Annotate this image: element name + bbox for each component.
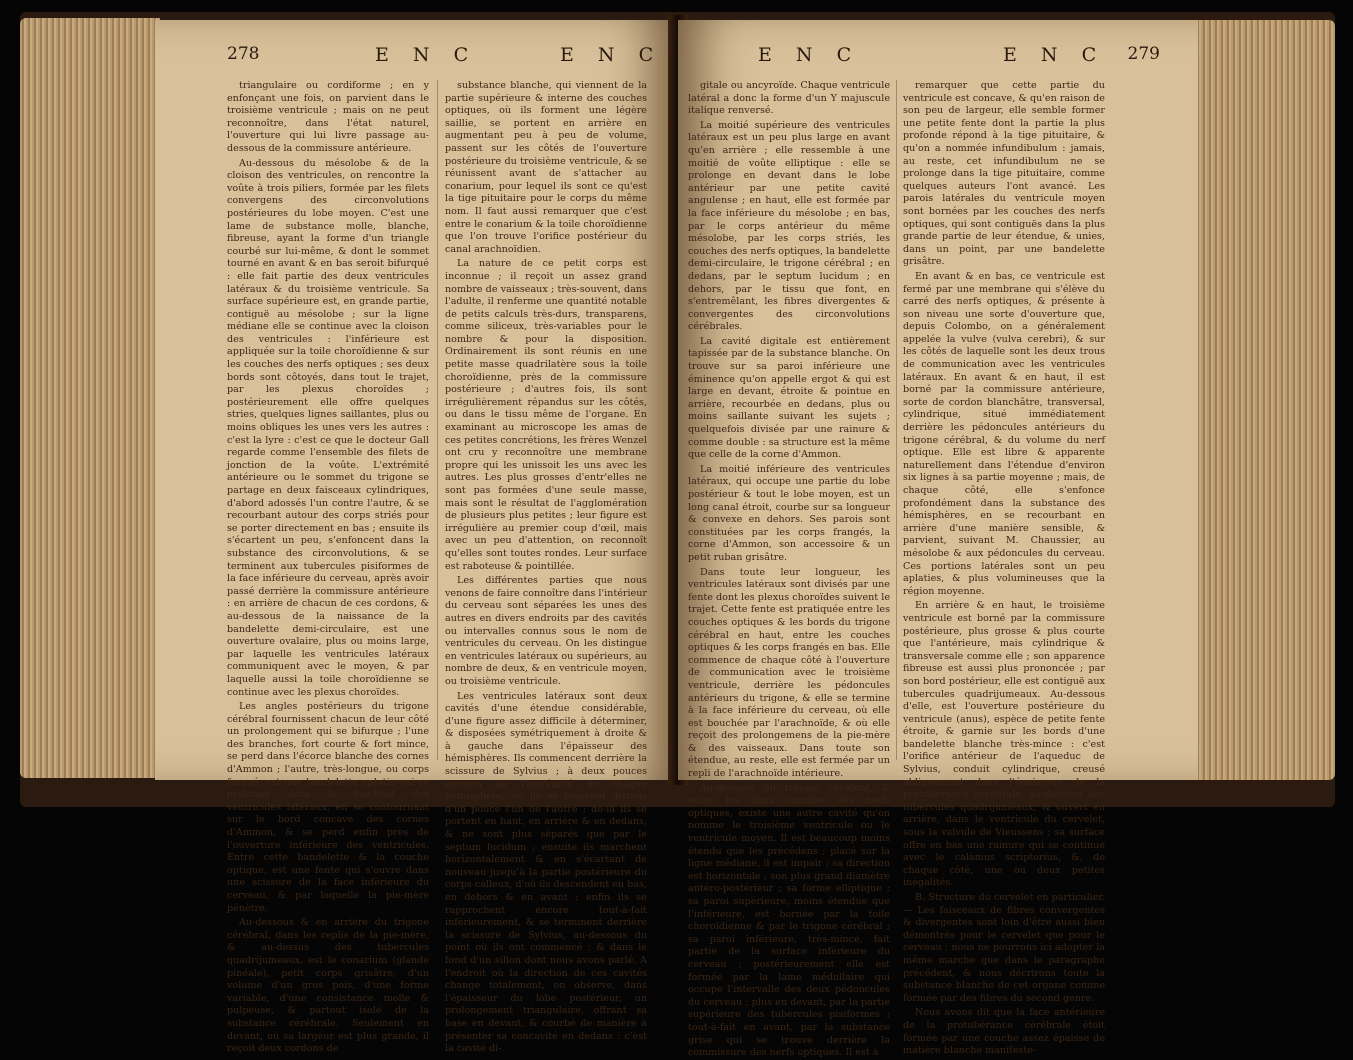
page-number-left: 278: [227, 44, 260, 64]
paragraph: substance blanche, qui viennent de la partie supérieure & interne des couches optiques, où ils forment une légère saillie, se portent en arrière en augmentant peu à peu de volume, passent sur les côtés de l'ouverture postérieure du troisième ventricule, & se réunissent avant de s'attacher au conarium, pour lequel ils sont ce qu'est la tige pituitaire pour le corps du même nom. Il faut aussi remarquer que c'est entre le conarium & la toile choroïdienne que l'on trouve l'orifice postérieur du canal arachnoïdien.: [445, 80, 647, 255]
left-page: [155, 20, 675, 1055]
right-column-2: [903, 80, 1105, 1057]
paragraph: remarquer que cette partie du ventricule est concave, & qu'en raison de son peu de largeur, elle semble former une petite fente dont la partie la plus profonde répond à la tige pituitaire, & qu'on a nommée infundibulum : jamais, au reste, cet infundibulum ne se prolonge dans la tige pituitaire, comme quelques auteurs l'ont avancé. Les parois latérales du ventricule moyen sont bornées par les couches des nerfs optiques, qui sont contiguës dans la plus grande partie de leur étendue, & unies, dans un point, par une bandelette grisâtre.: [903, 80, 1105, 268]
page-edges-left: [20, 18, 160, 778]
column-divider: [896, 80, 897, 760]
paragraph: La moitié inférieure des ventricules latéraux, qui occupe une partie du lobe postérieur & tout le lobe moyen, est un long canal étroit, courbe sur sa longueur & convexe en dehors. Ses parois sont constituées par les corps frangés, la corne d'Ammon, son accessoire & un petit ruban grisâtre.: [688, 463, 890, 563]
head-word-right-1: E N C: [758, 44, 861, 66]
page-number-right: 279: [1127, 44, 1160, 64]
paragraph: Dans toute leur longueur, les ventricules latéraux sont divisés par une fente dont les plexus choroïdes suivent le trajet. Cette fente est pratiquée entre les couches optiques & les bords du trigone cérébral en haut, entre les couches optiques & les corps frangés en bas. Elle commence de chaque côté à l'ouverture de communication avec le troisième ventricule, derrière les pédoncules antérieurs du trigone, & elle se termine à la face inférieure du cerveau, où elle est bouchée par l'arachnoïde, & où elle reçoit des prolongemens de la pie-mère & des vaisseaux. Dans toute son étendue, au reste, elle est fermée par un repli de l'arachnoïde intérieure.: [688, 566, 890, 780]
running-head-right: [678, 44, 1198, 74]
paragraph: Nous avons dit que la face antérieure de la protubérance cérébrale étoit formée par une couche assez épaisse de matière blanche manifeste-: [903, 1007, 1105, 1057]
left-column-2: [445, 80, 647, 1055]
head-word-left-1: E N C: [375, 44, 478, 66]
head-word-right-2: E N C: [1003, 44, 1106, 66]
paragraph: Les ventricules latéraux sont deux cavités d'une étendue considérable, d'une figure assez difficile à déterminer, & disposées symétriquement à droite & à gauche dans l'épaisseur des hémisphères. Ils commencent derrière la scissure de Sylvius ; à deux pouces environ de l'extrémité de chaque hémisphère, où ils se trouvent distans d'un pouce l'un de l'autre ; de-là ils se portent en haut, en arrière & en dedans, & ne sont plus séparés que par le septum lucidum ; ensuite ils marchent horizontalement & en s'écartant de nouveau jusqu'à la partie postérieure du corps calleux, d'où ils descendent en bas, en dehors & en avant ; enfin ils se rapprochent encore tout-à-fait inférieurement, & se terminent derrière la scissure de Sylvius, au-dessous du point où ils ont commencé ; & dans le fond d'un sillon dont nous avons parlé. A l'endroit où la direction de ces cavités change totalement, on observe, dans l'épaisseur du lobe postérieur, un prolongement triangulaire, offrant sa base en devant, & courbé de manière à présenter sa concavité en dedans : c'est la cavité di-: [445, 690, 647, 1055]
paragraph: La nature de ce petit corps est inconnue ; il reçoit un assez grand nombre de vaisseaux ; très-souvent, dans l'adulte, il renferme une quantité notable de petits calculs très-durs, transparens, comme siliceux, très-variables pour le nombre & pour la disposition. Ordinairement ils sont réunis en une petite masse quadrilatère sous la toile choroïdienne, près de la commissure postérieure ; d'autres fois, ils sont irrégulièrement répandus sur les côtés, ou dans le tissu même de l'organe. En examinant au microscope les amas de ces petites concrétions, les frères Wenzel ont cru y reconnoître une membrane propre qui les unissoit les uns avec les autres. Les plus grosses d'entr'elles ne sont pas formées d'une seule masse, mais sont le résultat de l'agglomération de plusieurs plus petites ; leur figure est irrégulière au premier coup d'œil, mais avec un peu d'attention, on reconnoît qu'elles sont toutes rondes. Leur surface est raboteuse & pointillée.: [445, 258, 647, 572]
paragraph: Au-dessous du trigone cérébral, & entre les deux couches des nerfs optiques, existe une autre cavité qu'on nomme le troisième ventricule ou le ventricule moyen. Il est beaucoup moins étendu que les précédens ; placé sur la ligne médiane, il est impair ; sa direction est horizontale ; son plus grand diamètre antéro-postérieur ; sa forme elliptique ; sa paroi supérieure, moins étendue que l'inférieure, est bornée par la toile choroïdienne & par le trigone cérébral ; sa paroi inférieure, très-mince, fait partie de la surface inférieure du cerveau ; postérieurement elle est formée par la lame médullaire qui occupe l'intervalle des deux pédoncules du cerveau ; plus en devant, par la partie supérieure des tubercules pisiformes ; tout-à-fait en avant, par la substance grise qui se trouve derrière la commissure des nerfs optiques. Il est à: [688, 782, 890, 1059]
paragraph: En arrière & en haut, le troisième ventricule est borné par la commissure postérieure, plus grosse & plus courte que l'antérieure, mais cylindrique & transversale comme elle ; son apparence fibreuse est aussi plus prononcée ; par son bord postérieur, elle est contiguë aux tubercules quadrijumeaux. Au-dessous d'elle, est l'ouverture postérieure du ventricule (anus), espèce de petite fente étroite, & garnie sur les bords d'une bandelette blanche très-mince : c'est l'orifice antérieur de l'aqueduc de Sylvius, conduit cylindrique, creusé obliquement dans l'épaisseur de la protubérance cérébrale, au-dessous des tubercules quadrijumeaux, & ouvert en arrière, dans le ventricule du cervelet, sous la valvule de Vieussens ; sa surface offre en bas une rainure qui se continue avec le calamus scriptorius, &, de chaque côté, une ou deux petites inégalités.: [903, 600, 1105, 889]
paragraph: La moitié supérieure des ventricules latéraux est un peu plus large en avant qu'en arrière ; elle ressemble à une moitié de voûte elliptique : elle se prolonge en devant dans le lobe antérieur par une petite cavité angulense ; en haut, elle est formée par la face inférieure du mésolobe ; en bas, par le corps antérieur du même mésolobe, par les corps striés, les couches des nerfs optiques, la bandelette demi-circulaire, le trigone cérébral ; en dedans, par le septum lucidum ; en dehors, par le tissu que font, en s'entremêlant, les fibres divergentes & convergentes des circonvolutions cérébrales.: [688, 119, 890, 333]
paragraph: Au-dessous du mésolobe & de la cloison des ventricules, on rencontre la voûte à trois piliers, formée par les filets convergens des circonvolutions postérieures du lobe moyen. C'est une lame de substance molle, blanche, fibreuse, ayant la forme d'un triangle courbé sur lui-même, & dont le sommet tourné en avant & en bas seroit bifurqué : elle fait partie des deux ventricules latéraux & du troisième ventricule. Sa surface supérieure est, en grande partie, contiguë au mésolobe ; sur la ligne médiane elle se continue avec la cloison des ventricules : l'inférieure est appliquée sur la toile choroïdienne & sur les couches des nerfs optiques ; ses deux bords sont côtoyés, dans tout le trajet, par les plexus choroïdes ; postérieurement elle offre quelques stries, quelques lignes saillantes, plus ou moins obliques les unes vers les autres : c'est la lyre : c'est ce que le docteur Gall regarde comme l'ensemble des filets de jonction de la voûte. L'extrémité antérieure ou le sommet du trigone se partage en deux faisceaux cylindriques, d'abord adossés l'un contre l'autre, & se recourbant autour des corps striés pour se porter directement en bas ; ensuite ils s'écartent un peu, s'enfoncent dans la substance des circonvolutions, & se terminent aux tubercules pisiformes de la face inférieure du cerveau, après avoir passé derrière la commissure antérieure : en arrière de chacun de ces cordons, & au-dessous de la naissance de la bandelette demi-circulaire, est une ouverture ovalaire, plus ou moins large, par laquelle les ventricules latéraux communiquent avec le moyen, & par laquelle aussi la toile choroïdienne se continue avec les plexus choroïdes.: [227, 157, 429, 698]
paragraph: triangulaire ou cordiforme ; en y enfonçant une fois, on parvient dans le troisième ventricule ; mais on ne peut reconnoître, dans l'état naturel, l'ouverture qui lui livre passage au-dessous de la commissure antérieure.: [227, 80, 429, 154]
column-divider: [437, 80, 438, 760]
paragraph: La cavité digitale est entièrement tapissée par de la substance blanche. On trouve sur sa paroi inférieure une éminence qu'on appelle ergot & qui est large en devant, étroite & pointue en arrière, recourbée en dedans, plus ou moins saillante suivant les sujets ; quelquefois divisée par une rainure & comme double : sa structure est la même que celle de la corne d'Ammon.: [688, 335, 890, 461]
right-column-1: [688, 80, 890, 1059]
right-page: [678, 20, 1198, 1059]
paragraph: Les angles postérieurs du trigone cérébral fournissent chacun de leur côté un prolongement qui se bifurque ; l'une des branches, fort courte & fort mince, se perd dans l'écorce blanche des cornes d'Ammon ; l'autre, très-longue, ou corps frangé, est une bandelette aplatie qui se prolonge dans le bas-fond des ventricules latéraux, en se contournant sur le bord concave des cornes d'Ammon, & se perd enfin près de l'ouverture inférieure des ventricules. Entre cette bandelette & la couche optique, est une fente qui s'ouvre dans une scissure de la face inférieure du cerveau, & par laquelle la pie-mère pénètre.: [227, 701, 429, 914]
paragraph: En avant & en bas, ce ventricule est fermé par une membrane qui s'élève du carré des nerfs optiques, & présente à son niveau une sorte d'ouverture que, depuis Colombo, on a généralement appelée la vulve (vulva cerebri), & sur les côtés de laquelle sont les deux trous de communication avec les ventricules latéraux. En avant & en haut, il est borné par la commissure antérieure, sorte de cordon blanchâtre, transversal, cylindrique, situé immédiatement derrière les pédoncules antérieurs du trigone cérébral, & du volume du nerf optique. Elle est libre & apparente naturellement dans l'étendue d'environ six lignes à sa partie moyenne ; mais, de chaque côté, elle s'enfonce profondément dans la substance des hémisphères, en se recourbant en arrière d'une manière sensible, & parvient, suivant M. Chaussier, au mésolobe & aux pédoncules du cerveau. Ces portions latérales sont un peu aplaties, & plus volumineuses que la région moyenne.: [903, 270, 1105, 597]
paragraph: Au-dessous & en arrière du trigone cérébral, dans les replis de la pie-mère, & au-dessus des tubercules quadrijumeaux, est le conarium (glande pinéale), petit corps grisâtre, d'un volume d'un gros pois, d'une forme variable, d'une consistance molle & pulpeuse, & partout isolé de la substance cérébrale. Seulement en devant, où sa largeur est plus grande, il reçoit deux cordons de: [227, 917, 429, 1055]
running-head-left: [155, 44, 675, 74]
paragraph: B. Structure du cervelet en particulier. — Les faisceaux de fibres convergentes & divergentes sont loin d'être aussi bien démontrés pour le cervelet que pour le cerveau ; nous ne pourrons ici adopter la même marche que dans le paragraphe précédent, & nous décrirons toute la substance blanche de cet organe comme formée par des fibres du second genre.: [903, 892, 1105, 1004]
paragraph: gitale ou ancyroïde. Chaque ventricule latéral a donc la forme d'un Y majuscule italique renversé.: [688, 80, 890, 117]
head-word-left-2: E N C: [560, 44, 663, 66]
left-column-1: [227, 80, 429, 1055]
page-edges-right: [1195, 20, 1335, 780]
paragraph: Les différentes parties que nous venons de faire connoître dans l'intérieur du cerveau sont séparées les unes des autres en divers endroits par des cavités ou intervalles connus sous le nom de ventricules du cerveau. On les distingue en ventricules latéraux ou supérieurs, au nombre de deux, & en ventricule moyen, ou troisième ventricule.: [445, 575, 647, 687]
